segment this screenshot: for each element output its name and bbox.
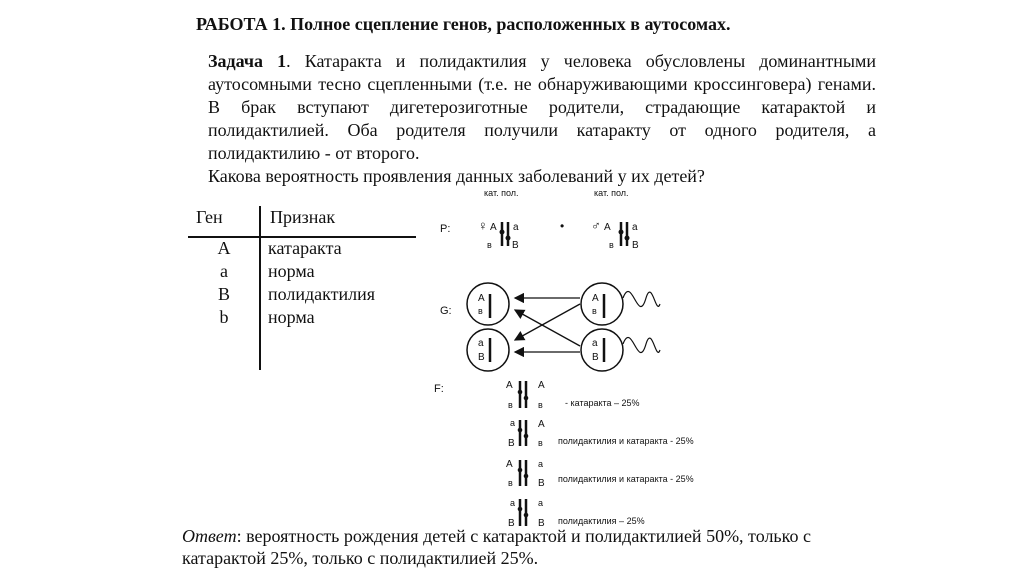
- offspring-result: - катаракта – 25%: [565, 398, 640, 408]
- allele-label: B: [632, 240, 639, 251]
- table-trait-cell: норма: [268, 307, 315, 327]
- table-header-gene: Ген: [196, 207, 223, 227]
- allele-label: в: [478, 306, 483, 316]
- offspring-result: полидактилия и катаракта - 25%: [558, 474, 694, 484]
- parent-caption-female: кат. пол.: [484, 188, 519, 198]
- allele-label: A: [478, 293, 485, 304]
- allele-label: a: [538, 498, 544, 508]
- table-gene-cell: A: [217, 238, 231, 258]
- allele-label: A: [604, 222, 611, 233]
- allele-label: A: [538, 419, 545, 430]
- allele-label: a: [510, 498, 516, 508]
- answer-paragraph: [182, 525, 862, 569]
- task-label: Задача 1: [208, 51, 287, 71]
- allele-label: в: [508, 400, 513, 410]
- allele-label: a: [478, 338, 484, 349]
- allele-label: B: [512, 240, 519, 251]
- offspring-genotype-2: [508, 418, 545, 449]
- allele-label: B: [508, 438, 515, 449]
- gamete-arrows: [515, 298, 580, 352]
- allele-label: в: [609, 240, 614, 250]
- allele-label: a: [513, 222, 519, 233]
- f-label: F:: [434, 383, 444, 395]
- allele-label: B: [508, 518, 515, 529]
- page-title: РАБОТА 1. Полное сцепление генов, расположенных в аутосомах.: [196, 14, 731, 34]
- gamete-male-2: [581, 329, 660, 371]
- table-gene-cell: B: [217, 284, 230, 304]
- allele-label: A: [538, 380, 545, 391]
- table-gene-cell: b: [219, 307, 229, 327]
- table-trait-cell: норма: [268, 261, 315, 281]
- allele-label: в: [487, 240, 492, 250]
- offspring-genotype-1: [506, 380, 545, 410]
- allele-label: B: [478, 352, 485, 363]
- male-chromosome-pair: [604, 222, 639, 251]
- table-trait-cell: катаракта: [268, 238, 342, 258]
- allele-label: в: [508, 478, 513, 488]
- female-chromosome-pair: [487, 222, 519, 251]
- g-label: G:: [440, 305, 452, 317]
- allele-label: в: [538, 438, 543, 448]
- crossing-scheme-diagram: [420, 186, 840, 536]
- cross-symbol: •: [560, 219, 565, 233]
- allele-label: B: [538, 518, 545, 529]
- gamete-female-2: [467, 329, 509, 371]
- offspring-result: полидактилия – 25%: [558, 516, 645, 526]
- offspring-genotype-3: [506, 459, 545, 489]
- allele-label: a: [510, 418, 516, 428]
- allele-label: A: [490, 222, 497, 233]
- table-header-trait: Признак: [270, 207, 336, 227]
- table-column-divider: [259, 206, 261, 370]
- allele-label: A: [506, 459, 513, 470]
- allele-label: a: [592, 338, 598, 349]
- allele-label: в: [592, 306, 597, 316]
- female-symbol-icon: ♀: [478, 218, 488, 233]
- allele-label: B: [538, 478, 545, 489]
- offspring-result: полидактилия и катаракта - 25%: [558, 436, 694, 446]
- answer-text: : вероятность рождения детей с катарактой и полидактилией 50%, только с катарактой 25%, только с полидактилией 25%.: [182, 526, 811, 568]
- p-label: P:: [440, 223, 451, 235]
- gamete-male-1: [581, 283, 660, 325]
- allele-label: B: [592, 352, 599, 363]
- table-trait-cell: полидактилия: [268, 284, 376, 304]
- allele-label: A: [506, 380, 513, 391]
- allele-label: в: [538, 400, 543, 410]
- allele-label: A: [592, 293, 599, 304]
- allele-label: a: [632, 222, 638, 233]
- gamete-female-1: [467, 283, 509, 325]
- task-question: Какова вероятность проявления данных заболеваний у их детей?: [208, 166, 705, 186]
- task-text: . Катаракта и полидактилия у человека обусловлены доминантными аутосомными тесно сцепленными (т.е. не обнаруживающими кроссинговера) генами. В брак вступают дигетерозиготные родители, страдающие катарактой и полидактилией. Оба родителя получили катаракту от одного родителя, а полидактилию - от второго.: [208, 51, 876, 163]
- parent-caption-male: кат. пол.: [594, 188, 629, 198]
- task-paragraph: [208, 50, 876, 165]
- table-gene-cell: a: [220, 261, 228, 281]
- allele-label: a: [538, 459, 544, 469]
- answer-label: Ответ: [182, 526, 237, 546]
- male-symbol-icon: ♂: [591, 218, 601, 233]
